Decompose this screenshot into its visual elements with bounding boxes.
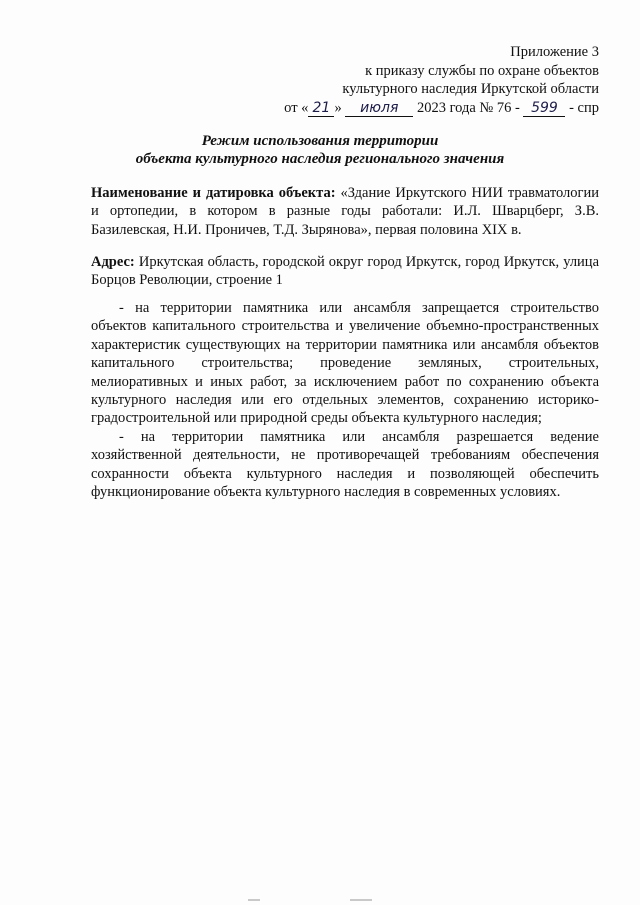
order-suffix: - спр: [569, 99, 599, 116]
rule-prohibition: - на территории памятника или ансамбля запрещается строительство объектов капитального строительства и увеличение объемно-пространственных характеристик существующих на территории памятника или ансамбля объектов капитального строительства; проведение земляных, строительных, мелиоративных и иных работ, за исключением работ по сохранению объекта культурного наследия или его отдельных элементов, сохранению историко-градостроительной или природной среды объекта культурного наследия;: [91, 300, 599, 427]
object-name-block: [91, 184, 599, 239]
appendix-header: [284, 43, 599, 117]
year-text: 2023 года № 76 -: [416, 99, 520, 116]
document-title: [0, 132, 640, 168]
scan-artifact: [248, 899, 260, 901]
scan-artifact: [350, 899, 372, 901]
appendix-date-line: [284, 99, 599, 118]
appendix-authority: культурного наследия Иркутской области: [342, 81, 599, 97]
title-line-1: Режим использования территории: [201, 133, 439, 149]
date-mid: »: [334, 99, 342, 116]
rule-permission: - на территории памятника или ансамбля разрешается ведение хозяйственной деятельности, не противоречащей требованиям обеспечения сохранности объекта культурного наследия и позволяющей обеспечить функционирование объекта культурного наследия в современных условиях.: [91, 428, 599, 501]
object-name-text: «Здание Иркутского НИИ травматологии и ортопедии, в котором в разные годы работали: И.Л. Шварцберг, З.В. Базилевская, Н.И. Проничев, Т.Д. Зырянова», первая половина XIX в.: [91, 185, 599, 238]
title-line-2: объекта культурного наследия регионального значения: [135, 151, 505, 167]
handwritten-day: 21: [308, 101, 334, 117]
handwritten-order-number: 599: [523, 101, 565, 117]
appendix-order-ref: к приказу службы по охране объектов: [365, 62, 599, 79]
address-block: [91, 253, 599, 290]
handwritten-month: июля: [345, 101, 413, 117]
appendix-number: Приложение 3: [510, 44, 599, 60]
object-name-label: Наименование и датировка объекта:: [91, 185, 336, 201]
usage-rules: [91, 299, 599, 501]
address-text: Иркутская область, городской округ город Иркутск, город Иркутск, улица Борцов Революции, строение 1: [91, 254, 600, 289]
address-label: Адрес:: [91, 254, 135, 270]
date-prefix: от «: [284, 99, 309, 116]
